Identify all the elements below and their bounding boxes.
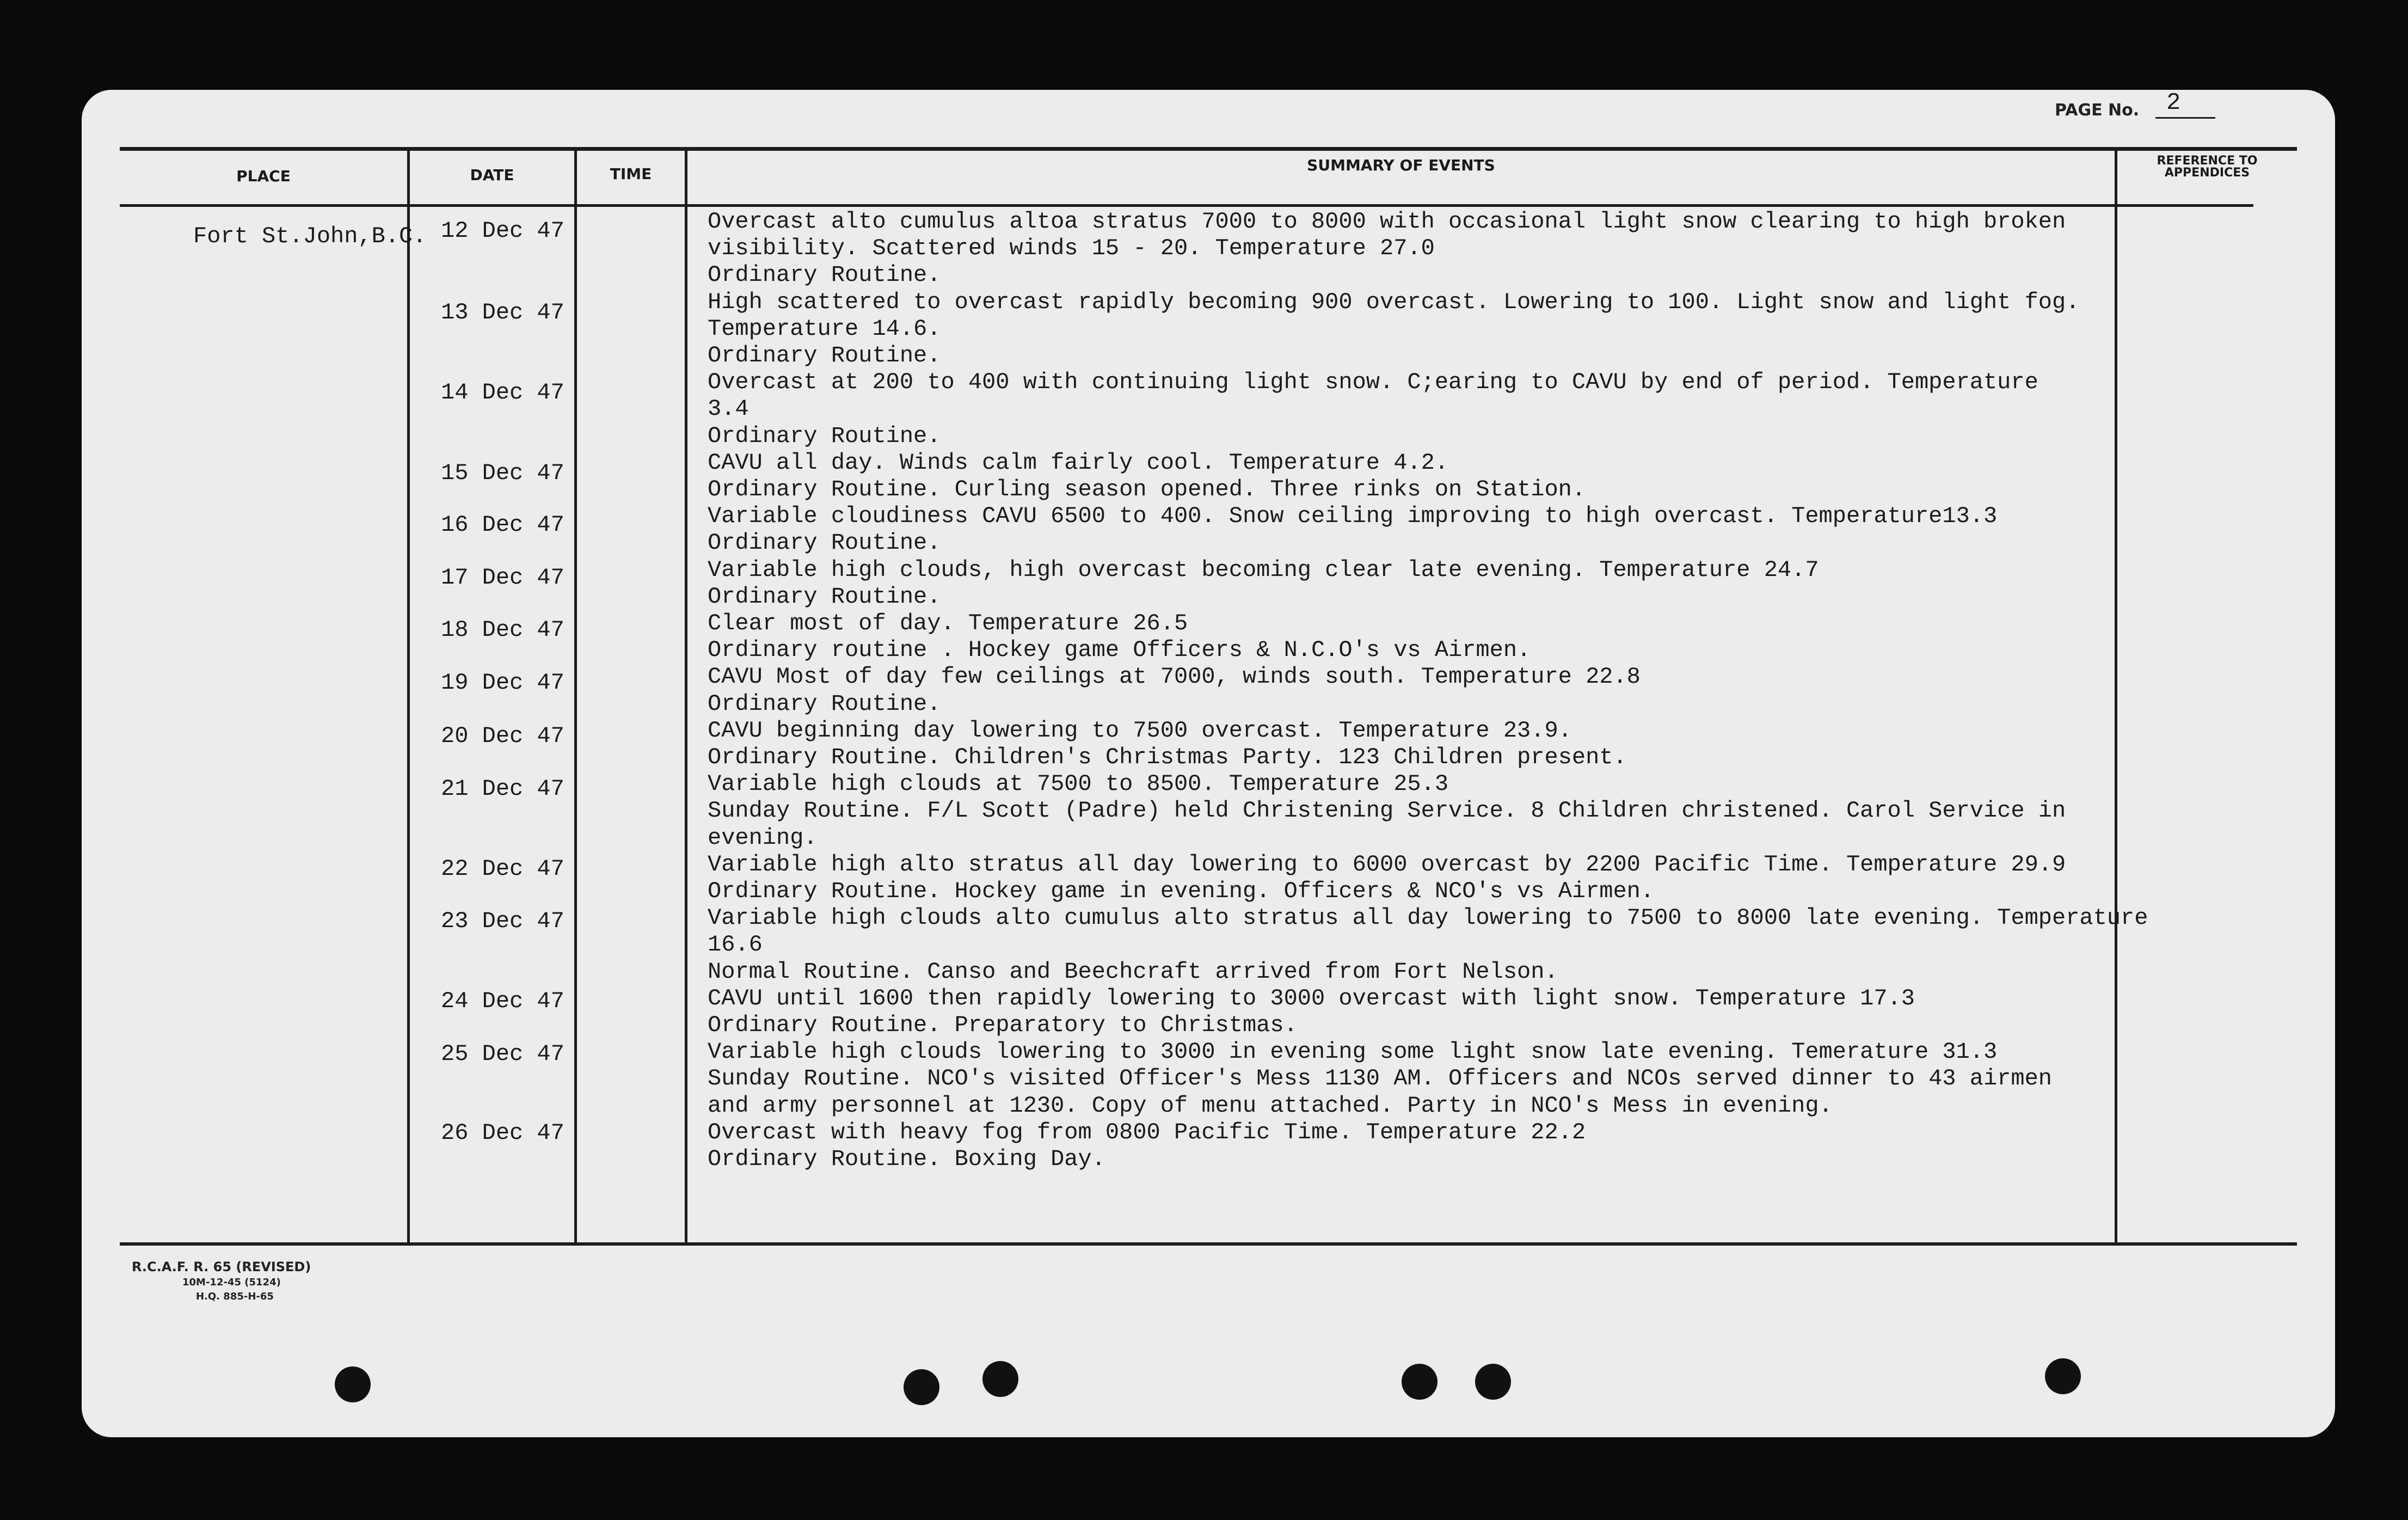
form-id: R.C.A.F. R. 65 (REVISED) [132,1259,311,1274]
summary-line: CAVU beginning day lowering to 7500 overcast. Temperature 23.9. [708,718,1572,744]
binder-hole [2045,1358,2081,1394]
column-line-summary [2115,151,2117,1245]
summary-line: Ordinary Routine. [708,342,941,369]
date-entry: 26 Dec 47 [441,1120,564,1146]
date-entry: 17 Dec 47 [441,565,564,591]
date-entry: 14 Dec 47 [441,379,564,406]
summary-line: Normal Routine. Canso and Beechcraft arrived from Fort Nelson. [708,959,1558,985]
summary-line: and army personnel at 1230. Copy of menu attached. Party in NCO's Mess in evening. [708,1093,1833,1119]
summary-line: Sunday Routine. NCO's visited Officer's Mess 1130 AM. Officers and NCOs served dinner to 43 airmen [708,1065,2053,1092]
summary-line: High scattered to overcast rapidly becoming 900 overcast. Lowering to 100. Light snow and light fog. [708,289,2080,315]
binder-hole [904,1369,939,1405]
date-entry: 15 Dec 47 [441,460,564,486]
summary-line: 16.6 [708,931,763,958]
summary-line: CAVU Most of day few ceilings at 7000, winds south. Temperature 22.8 [708,664,1641,690]
summary-line: Variable cloudiness CAVU 6500 to 400. Snow ceiling improving to high overcast. Temperature13.3 [708,503,1998,529]
column-line-place [407,151,410,1245]
date-entry: 12 Dec 47 [441,218,564,244]
summary-line: Ordinary Routine. Boxing Day. [708,1146,1105,1172]
summary-line: CAVU until 1600 then rapidly lowering to 3000 overcast with light snow. Temperature 17.3 [708,985,1915,1012]
header-place: PLACE [236,167,291,185]
diary-form-card [82,90,2335,1437]
summary-line: Ordinary routine . Hockey game Officers & N.C.O's vs Airmen. [708,637,1531,663]
date-entry: 16 Dec 47 [441,512,564,538]
binder-hole [982,1361,1018,1397]
summary-line: Ordinary Routine. Curling season opened. Three rinks on Station. [708,476,1586,502]
header-top-rule [120,147,2297,151]
summary-line: Variable high alto stratus all day lowering to 6000 overcast by 2200 Pacific Time. Temperature 29.9 [708,851,2066,878]
page-number-label: PAGE No. [2055,101,2140,120]
summary-line: Overcast alto cumulus altoa stratus 7000 to 8000 with occasional light snow clearing to high broken [708,209,2066,235]
date-entry: 19 Dec 47 [441,670,564,696]
page-number-underline [2155,117,2215,119]
header-reference-line1: REFERENCE TO [2157,154,2258,168]
summary-line: CAVU all day. Winds calm fairly cool. Temperature 4.2. [708,450,1449,476]
header-reference-line2: APPENDICES [2164,166,2250,180]
date-entry: 20 Dec 47 [441,723,564,749]
date-entry: 18 Dec 47 [441,617,564,643]
summary-line: Variable high clouds alto cumulus alto stratus all day lowering to 7500 to 8000 late evening. Temperature [708,905,2148,931]
place-entry: Fort St.John,B.C. [193,223,427,249]
date-entry: 13 Dec 47 [441,299,564,326]
header-bottom-rule [120,204,2253,207]
summary-line: visibility. Scattered winds 15 - 20. Temperature 27.0 [708,235,1435,261]
summary-line: Variable high clouds lowering to 3000 in evening some light snow late evening. Temerature 31.3 [708,1039,1998,1065]
date-entry: 24 Dec 47 [441,988,564,1014]
header-summary: SUMMARY OF EVENTS [1307,156,1495,174]
summary-line: Variable high clouds at 7500 to 8500. Temperature 25.3 [708,771,1449,797]
column-line-time [685,151,687,1245]
summary-line: Ordinary Routine. Children's Christmas Party. 123 Children present. [708,744,1627,770]
summary-line: evening. [708,825,818,851]
summary-line: Sunday Routine. F/L Scott (Padre) held Christening Service. 8 Children christened. Carol Service in [708,798,2066,824]
date-entry: 25 Dec 47 [441,1041,564,1067]
binder-hole [1475,1364,1511,1400]
bottom-rule [120,1242,2297,1246]
summary-line: Ordinary Routine. [708,530,941,556]
summary-line: Ordinary Routine. [708,262,941,288]
summary-line: 3.4 [708,396,749,422]
summary-line: Overcast at 200 to 400 with continuing light snow. C;earing to CAVU by end of period. Temperature [708,369,2038,395]
summary-line: Ordinary Routine. [708,584,941,610]
hq-reference: H.Q. 885-H-65 [196,1291,274,1302]
header-time: TIME [610,165,652,183]
summary-line: Clear most of day. Temperature 26.5 [708,610,1188,636]
page-number-value: 2 [2166,90,2181,117]
summary-line: Ordinary Routine. Preparatory to Christmas. [708,1012,1298,1038]
summary-line: Ordinary Routine. Hockey game in evening. Officers & NCO's vs Airmen. [708,878,1655,904]
binder-hole [1402,1364,1438,1400]
header-date: DATE [470,166,514,184]
date-entry: 22 Dec 47 [441,856,564,882]
print-code: 10M-12-45 (5124) [182,1277,281,1288]
date-entry: 23 Dec 47 [441,908,564,934]
summary-line: Ordinary Routine. [708,691,941,717]
summary-line: Ordinary Routine. [708,423,941,449]
summary-line: Variable high clouds, high overcast becoming clear late evening. Temperature 24.7 [708,557,1819,583]
date-entry: 21 Dec 47 [441,776,564,802]
column-line-date [574,151,577,1245]
summary-line: Temperature 14.6. [708,316,941,342]
summary-line: Overcast with heavy fog from 0800 Pacific Time. Temperature 22.2 [708,1119,1586,1145]
binder-hole [335,1366,371,1402]
